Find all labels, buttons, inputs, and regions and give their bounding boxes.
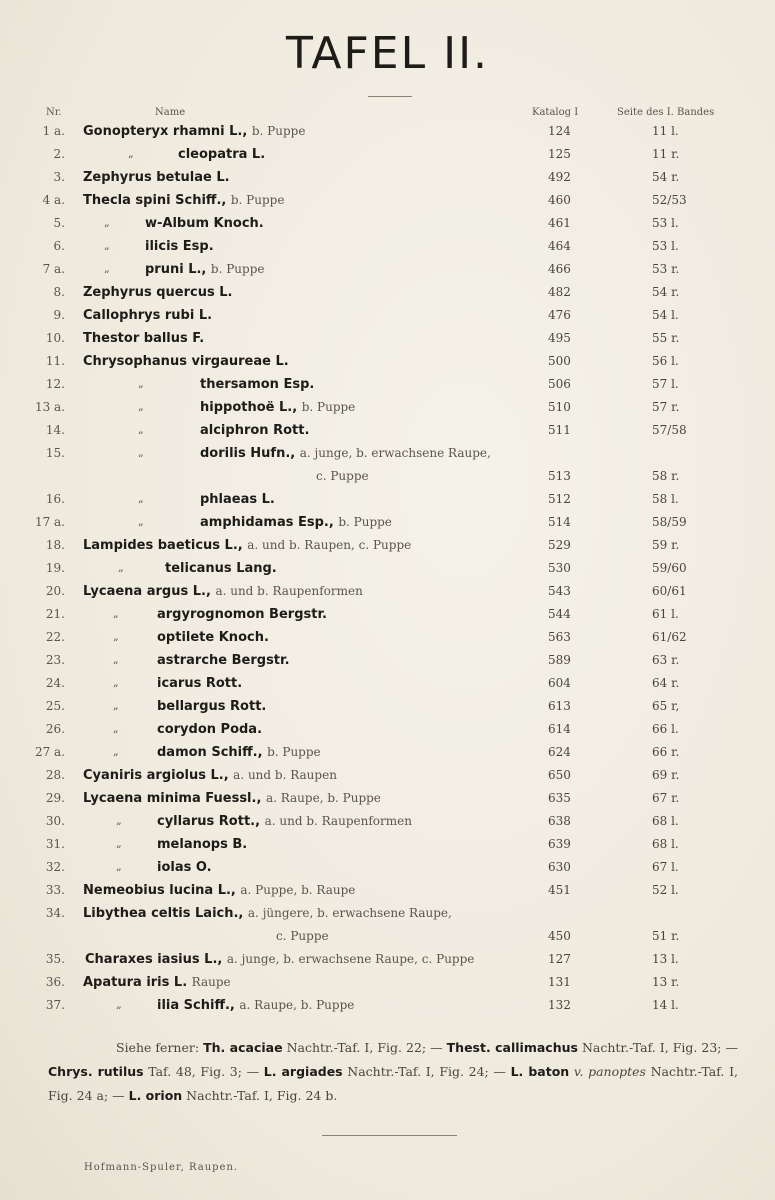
- species-name-text: ilicis Esp.: [145, 239, 214, 254]
- row-number: 29.: [45, 791, 65, 805]
- species-name-text: damon Schiff.,: [157, 745, 263, 760]
- table-row: [0, 699, 775, 721]
- page-reference: 58 l.: [652, 492, 679, 506]
- stage-note: b. Puppe: [338, 515, 392, 529]
- species-name: [83, 791, 381, 806]
- page-reference: 11 r.: [652, 147, 680, 161]
- row-number: 27 a.: [34, 745, 65, 759]
- page-reference: 66 r.: [652, 745, 680, 759]
- table-row: [0, 400, 775, 422]
- table-row: [0, 423, 775, 445]
- note-species: L. argiades: [263, 1064, 343, 1079]
- row-number: 25.: [45, 699, 65, 713]
- page-reference: 61 l.: [652, 607, 679, 621]
- note-text: Nachtr.-Taf. I, Fig. 24; —: [342, 1064, 511, 1079]
- ditto-mark: „: [104, 216, 110, 229]
- katalog-number: 125: [548, 147, 571, 161]
- stage-note: a. und b. Raupenformen: [264, 814, 412, 828]
- page-reference: 58 r.: [652, 469, 680, 483]
- table-row: [0, 952, 775, 974]
- table-row: [0, 492, 775, 514]
- species-name: [83, 308, 212, 323]
- note-species: L. orion: [128, 1088, 183, 1103]
- species-name-text: thersamon Esp.: [200, 377, 315, 392]
- page-reference: 67 r.: [652, 791, 680, 805]
- row-number: 22.: [45, 630, 65, 644]
- species-name: [157, 837, 247, 852]
- table-row: [0, 584, 775, 606]
- ditto-mark: „: [138, 492, 144, 505]
- page-reference: 53 l.: [652, 239, 679, 253]
- row-number: 35.: [45, 952, 65, 966]
- note-species: L. baton: [510, 1064, 570, 1079]
- katalog-number: 506: [548, 377, 571, 391]
- katalog-number: 482: [548, 285, 571, 299]
- ditto-mark: „: [113, 699, 119, 712]
- table-row: [0, 377, 775, 399]
- page-reference: 60/61: [652, 584, 687, 598]
- ditto-mark: „: [116, 837, 122, 850]
- table-row: [0, 722, 775, 744]
- page-title: TAFEL II.: [285, 28, 490, 79]
- species-name: [145, 262, 264, 277]
- katalog-number: 511: [548, 423, 571, 437]
- page-reference: 58/59: [652, 515, 687, 529]
- row-number: 12.: [45, 377, 65, 391]
- table-row: [0, 975, 775, 997]
- ditto-mark: „: [104, 239, 110, 252]
- katalog-number: 461: [548, 216, 571, 230]
- row-number: 10.: [45, 331, 65, 345]
- note-species: Thest. callimachus: [446, 1040, 578, 1055]
- species-name: [200, 446, 491, 461]
- katalog-number: 476: [548, 308, 571, 322]
- row-number: 11.: [45, 354, 65, 368]
- row-number: 4 a.: [42, 193, 65, 207]
- table-row: [0, 262, 775, 284]
- table-row: [0, 285, 775, 307]
- page-reference: 68 l.: [652, 814, 679, 828]
- see-also-note: [48, 1036, 738, 1108]
- katalog-number: 514: [548, 515, 571, 529]
- page-reference: 57 r.: [652, 400, 680, 414]
- katalog-number: 630: [548, 860, 571, 874]
- page-reference: 61/62: [652, 630, 687, 644]
- ditto-mark: „: [113, 676, 119, 689]
- species-name: [145, 239, 214, 254]
- page-reference: 13 r.: [652, 975, 680, 989]
- table-row: [0, 745, 775, 767]
- row-number: 5.: [53, 216, 65, 230]
- ditto-mark: „: [113, 745, 119, 758]
- stage-note: a. und b. Raupen: [233, 768, 337, 782]
- table-row: [0, 515, 775, 537]
- species-name-text: argyrognomon Bergstr.: [157, 607, 327, 622]
- page-reference: 63 r.: [652, 653, 680, 667]
- stage-note: b. Puppe: [301, 400, 356, 414]
- row-number: 13 a.: [34, 400, 65, 414]
- table-row: [0, 538, 775, 560]
- ditto-mark: „: [116, 860, 122, 873]
- katalog-number: 544: [548, 607, 571, 621]
- table-row: [0, 446, 775, 468]
- katalog-number: 510: [548, 400, 571, 414]
- table-row: [0, 607, 775, 629]
- katalog-number: 639: [548, 837, 571, 851]
- page-reference: 66 l.: [652, 722, 679, 736]
- species-name: [200, 377, 314, 392]
- katalog-number: 132: [548, 998, 571, 1012]
- table-row: [0, 906, 775, 928]
- page-reference: 56 l.: [652, 354, 679, 368]
- header-katalog: Katalog I: [532, 107, 579, 118]
- page-reference: 51 r.: [652, 929, 680, 943]
- species-name-text: Zephyrus quercus L.: [83, 285, 233, 300]
- page-reference: 67 l.: [652, 860, 679, 874]
- table-row: [0, 170, 775, 192]
- note-text: Nachtr.-Taf. I, Fig. 22; —: [282, 1040, 447, 1055]
- table-row-continuation: [0, 469, 775, 491]
- species-name: [83, 975, 231, 990]
- header-nr: Nr.: [46, 107, 62, 118]
- species-name-text: Lycaena minima Fuessl.,: [83, 791, 262, 806]
- species-name-text: w-Album Knoch.: [145, 216, 264, 231]
- stage-note: b. Puppe: [251, 124, 306, 138]
- stage-note: a. und b. Raupen, c. Puppe: [247, 538, 412, 552]
- species-name-text: bellargus Rott.: [157, 699, 267, 714]
- katalog-number: 512: [548, 492, 571, 506]
- row-number: 18.: [45, 538, 65, 552]
- row-number: 16.: [45, 492, 65, 506]
- table-row: [0, 883, 775, 905]
- row-number: 32.: [45, 860, 65, 874]
- katalog-number: 500: [548, 354, 571, 368]
- stage-note: Raupe: [191, 975, 231, 989]
- page-reference: 53 l.: [652, 216, 679, 230]
- page-reference: 68 l.: [652, 837, 679, 851]
- ditto-mark: „: [138, 446, 144, 459]
- row-number: 30.: [45, 814, 65, 828]
- ditto-mark: „: [113, 722, 119, 735]
- katalog-number: 604: [548, 676, 571, 690]
- species-name: [83, 584, 363, 599]
- page-reference: 69 r.: [652, 768, 680, 782]
- species-name: [157, 745, 321, 760]
- row-number: 33.: [45, 883, 65, 897]
- table-row: [0, 147, 775, 169]
- row-number: 34.: [45, 906, 65, 920]
- katalog-number: 638: [548, 814, 571, 828]
- bottom-divider: [322, 1135, 457, 1136]
- table-row: [0, 354, 775, 376]
- stage-note: a. Raupe, b. Puppe: [265, 791, 381, 805]
- species-name: [165, 561, 277, 576]
- page-reference: 54 l.: [652, 308, 679, 322]
- page-reference: 54 r.: [652, 170, 680, 184]
- note-species: Chrys. rutilus: [48, 1064, 144, 1079]
- species-name: [83, 193, 284, 208]
- row-number: 14.: [45, 423, 65, 437]
- katalog-number: 464: [548, 239, 571, 253]
- ditto-mark: „: [128, 147, 134, 160]
- page-reference: 52/53: [652, 193, 687, 207]
- ditto-mark: „: [138, 515, 144, 528]
- species-name-text: optilete Knoch.: [157, 630, 269, 645]
- table-row: [0, 331, 775, 353]
- species-name: [83, 331, 204, 346]
- species-name: [178, 147, 265, 162]
- row-number: 2.: [53, 147, 65, 161]
- note-text: Nachtr.-Taf. I, Fig. 24 a; —: [48, 1064, 738, 1103]
- species-name-text: corydon Poda.: [157, 722, 263, 737]
- stage-note: a. junge, b. erwachsene Raupe,: [299, 446, 491, 460]
- ditto-mark: „: [104, 262, 110, 275]
- species-name-text: iolas O.: [157, 860, 212, 875]
- page-reference: 14 l.: [652, 998, 679, 1012]
- row-number: 36.: [45, 975, 65, 989]
- table-row: [0, 124, 775, 146]
- katalog-number: 124: [548, 124, 571, 138]
- row-number: 24.: [45, 676, 65, 690]
- species-name: [157, 860, 212, 875]
- stage-note-continuation: c. Puppe: [276, 929, 329, 943]
- table-row: [0, 768, 775, 790]
- table-row: [0, 630, 775, 652]
- page-reference: 53 r.: [652, 262, 680, 276]
- species-name-text: Apatura iris L.: [83, 975, 188, 990]
- katalog-number: 466: [548, 262, 571, 276]
- header-seite: Seite des I. Bandes: [617, 107, 715, 118]
- table-row: [0, 216, 775, 238]
- species-name-text: hippothoë L.,: [200, 400, 298, 415]
- species-name-text: Thecla spini Schiff.,: [83, 193, 227, 208]
- page-reference: 54 r.: [652, 285, 680, 299]
- stage-note-continuation: c. Puppe: [316, 469, 369, 483]
- species-name-text: Callophrys rubi L.: [83, 308, 213, 323]
- katalog-number: 589: [548, 653, 571, 667]
- species-name: [157, 607, 327, 622]
- species-name: [83, 538, 411, 553]
- species-name: [157, 676, 242, 691]
- table-row: [0, 308, 775, 330]
- ditto-mark: „: [116, 998, 122, 1011]
- table-row: [0, 837, 775, 859]
- katalog-number: 451: [548, 883, 571, 897]
- page-reference: 59/60: [652, 561, 687, 575]
- ditto-mark: „: [113, 607, 119, 620]
- species-name: [157, 998, 354, 1013]
- table-row: [0, 676, 775, 698]
- stage-note: a. junge, b. erwachsene Raupe, c. Puppe: [226, 952, 475, 966]
- katalog-number: 614: [548, 722, 571, 736]
- row-number: 6.: [53, 239, 65, 253]
- species-name-text: Thestor ballus F.: [83, 331, 205, 346]
- stage-note: b. Puppe: [210, 262, 265, 276]
- katalog-number: 563: [548, 630, 571, 644]
- table-row: [0, 239, 775, 261]
- note-text: Nachtr.-Taf. I, Fig. 23; —: [577, 1040, 738, 1055]
- note-text: Taf. 48, Fig. 3; —: [143, 1064, 264, 1079]
- species-name-text: Gonopteryx rhamni L.,: [83, 124, 248, 139]
- species-name-text: cleopatra L.: [178, 147, 266, 162]
- row-number: 21.: [45, 607, 65, 621]
- katalog-number: 460: [548, 193, 571, 207]
- species-name-text: cyllarus Rott.,: [157, 814, 261, 829]
- species-name: [145, 216, 264, 231]
- table-row: [0, 193, 775, 215]
- species-name-text: Charaxes iasius L.,: [85, 952, 223, 967]
- katalog-number: 529: [548, 538, 571, 552]
- stage-note: b. Puppe: [230, 193, 285, 207]
- row-number: 9.: [53, 308, 65, 322]
- katalog-number: 624: [548, 745, 571, 759]
- page-reference: 57 l.: [652, 377, 679, 391]
- note-species: Th. acaciae: [203, 1040, 283, 1055]
- species-name: [157, 630, 269, 645]
- species-name: [200, 423, 309, 438]
- katalog-number: 530: [548, 561, 571, 575]
- katalog-number: 635: [548, 791, 571, 805]
- species-name: [200, 492, 275, 507]
- species-name: [83, 768, 337, 783]
- species-name: [200, 515, 392, 530]
- species-name: [83, 906, 452, 921]
- species-name: [83, 883, 355, 898]
- species-name-text: ilia Schiff.,: [157, 998, 235, 1013]
- row-number: 26.: [45, 722, 65, 736]
- table-row: [0, 653, 775, 675]
- table-row: [0, 791, 775, 813]
- row-number: 1 a.: [42, 124, 65, 138]
- page-reference: 52 l.: [652, 883, 679, 897]
- species-name-text: phlaeas L.: [200, 492, 275, 507]
- row-number: 23.: [45, 653, 65, 667]
- table-row: [0, 561, 775, 583]
- row-number: 20.: [45, 584, 65, 598]
- species-name-text: icarus Rott.: [157, 676, 243, 691]
- species-name: [83, 285, 232, 300]
- species-name-text: Zephyrus betulae L.: [83, 170, 230, 185]
- page-reference: 57/58: [652, 423, 687, 437]
- species-name-text: Cyaniris argiolus L.,: [83, 768, 229, 783]
- species-name: [200, 400, 355, 415]
- species-name-text: Lycaena argus L.,: [83, 584, 211, 599]
- table-row: [0, 814, 775, 836]
- header-name: Name: [155, 107, 186, 118]
- row-number: 8.: [53, 285, 65, 299]
- species-name-text: melanops B.: [157, 837, 248, 852]
- page-reference: 13 l.: [652, 952, 679, 966]
- species-name: [83, 124, 305, 139]
- species-name-text: Nemeobius lucina L.,: [83, 883, 236, 898]
- row-number: 7 a.: [42, 262, 65, 276]
- ditto-mark: „: [138, 400, 144, 413]
- title-divider: [368, 96, 412, 97]
- table-row: [0, 998, 775, 1020]
- ditto-mark: „: [138, 423, 144, 436]
- species-name-text: astrarche Bergstr.: [157, 653, 290, 668]
- katalog-number: 131: [548, 975, 571, 989]
- page-reference: 65 r,: [652, 699, 680, 713]
- table-row: [0, 860, 775, 882]
- species-name-text: pruni L.,: [145, 262, 207, 277]
- katalog-number: 127: [548, 952, 571, 966]
- species-name: [157, 653, 290, 668]
- page-reference: 59 r.: [652, 538, 680, 552]
- species-name: [157, 814, 412, 829]
- ditto-mark: „: [138, 377, 144, 390]
- species-name-text: Lampides baeticus L.,: [83, 538, 243, 553]
- ditto-mark: „: [118, 561, 124, 574]
- page-reference: 64 r.: [652, 676, 680, 690]
- stage-note: a. Raupe, b. Puppe: [239, 998, 355, 1012]
- row-number: 28.: [45, 768, 65, 782]
- species-name: [85, 952, 474, 967]
- row-number: 37.: [45, 998, 65, 1012]
- ditto-mark: „: [113, 653, 119, 666]
- ditto-mark: „: [116, 814, 122, 827]
- species-name: [83, 170, 230, 185]
- row-number: 3.: [53, 170, 65, 184]
- katalog-number: 543: [548, 584, 571, 598]
- publisher-credit: Hofmann-Spuler, Raupen.: [84, 1162, 239, 1173]
- stage-note: a. und b. Raupenformen: [215, 584, 363, 598]
- katalog-number: 450: [548, 929, 571, 943]
- row-number: 31.: [45, 837, 65, 851]
- species-name-text: dorilis Hufn.,: [200, 446, 296, 461]
- stage-note: a. Puppe, b. Raupe: [240, 883, 356, 897]
- row-number: 15.: [45, 446, 65, 460]
- species-name: [157, 722, 262, 737]
- species-name-text: alciphron Rott.: [200, 423, 310, 438]
- katalog-number: 650: [548, 768, 571, 782]
- ditto-mark: „: [113, 630, 119, 643]
- note-text: Nachtr.-Taf. I, Fig. 24 b.: [182, 1088, 338, 1103]
- note-variety: v. panoptes: [569, 1064, 646, 1079]
- note-text: Siehe ferner:: [116, 1040, 204, 1055]
- katalog-number: 613: [548, 699, 571, 713]
- page-reference: 55 r.: [652, 331, 680, 345]
- row-number: 19.: [45, 561, 65, 575]
- species-name-text: Chrysophanus virgaureae L.: [83, 354, 289, 369]
- katalog-number: 492: [548, 170, 571, 184]
- species-name: [157, 699, 266, 714]
- stage-note: b. Puppe: [267, 745, 321, 759]
- species-name-text: amphidamas Esp.,: [200, 515, 334, 530]
- species-name-text: telicanus Lang.: [165, 561, 277, 576]
- species-name: [83, 354, 289, 369]
- row-number: 17 a.: [34, 515, 65, 529]
- page-reference: 11 l.: [652, 124, 679, 138]
- katalog-number: 495: [548, 331, 571, 345]
- katalog-number: 513: [548, 469, 571, 483]
- species-name-text: Libythea celtis Laich.,: [83, 906, 244, 921]
- table-row-continuation: [0, 929, 775, 951]
- stage-note: a. jüngere, b. erwachsene Raupe,: [247, 906, 452, 920]
